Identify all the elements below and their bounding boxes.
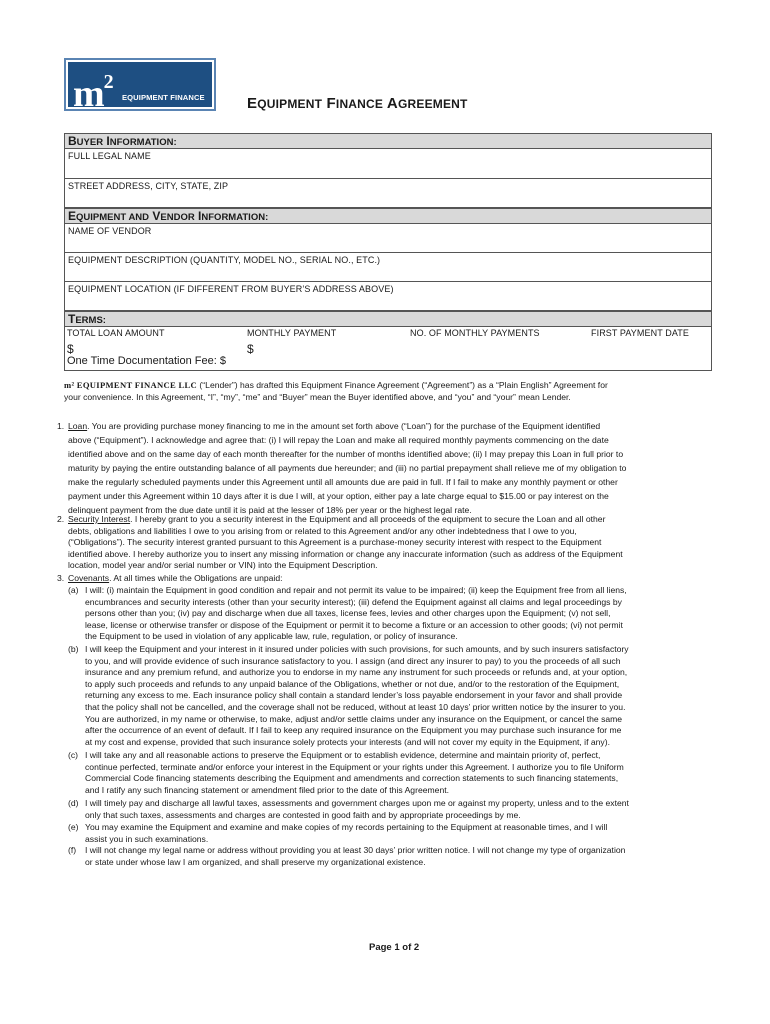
- section-2-security-interest: Security Interest. I hereby grant to you a security interest in the Equipment and all proceeds of the equipment to secure the Loan and all other debts, obligations and liabilities I owe to you arising from or related to this Agreement and/or any other indebtedness that I owe to you, (“Obligations”). The security interest granted pursuant to this Agreement is a purchase-money security interest with respect to the Equipment identified above. I hereby authorize you to insert any missing information or change any inaccurate information (such as address of the Equipment location, model year and/or serial number or VIN) into the Equipment Description.: [68, 514, 623, 571]
- monthly-payment-label: MONTHLY PAYMENT: [247, 328, 337, 338]
- logo-text: EQUIPMENT FINANCE: [122, 93, 205, 102]
- equipment-description-label: EQUIPMENT DESCRIPTION (QUANTITY, MODEL NO., SERIAL NO., ETC.): [68, 255, 381, 265]
- equipment-description-field[interactable]: [64, 253, 712, 282]
- vendor-name-field[interactable]: [64, 224, 712, 253]
- full-legal-name-field[interactable]: [64, 149, 712, 179]
- covenant-c: I will take any and all reasonable actions to preserve the Equipment or to establish evidence, determine and maintain priority of, perfect, continue perfected, terminate and/or enforce your interest in the Equipment or your rights under this Agreement. I authorize you to file Uniform Commercial Code financing statements describing the Equipment and amendments and correction statements to such financing statements, and I ratify any such financing statement or amendment filed prior to the date of this Agreement.: [85, 750, 624, 795]
- covenant-a: I will: (i) maintain the Equipment in good condition and repair and not permit its value to be impaired; (ii) keep the Equipment free from all liens, encumbrances and security interests (other than your security interest); (iii) defend the Equipment against all claims and legal proceedings by persons other than you; (iv) pay and discharge when due all taxes, license fees, levies and other charges upon the Equipment; (v) not sell, lease, license or otherwise transfer or dispose of the Equipment or permit it to become a fixture or an accession to other goods; (vi) not permit the Equipment to be used in violation of any applicable law, rule, regulation, or policy of insurance.: [85, 585, 627, 642]
- document-title: EQUIPMENT FINANCE AGREEMENT: [247, 95, 468, 112]
- covenant-a-label: (a): [68, 585, 79, 595]
- full-legal-name-label: FULL LEGAL NAME: [68, 151, 151, 161]
- section-3-covenants: Covenants. At all times while the Obligations are unpaid:: [68, 573, 283, 583]
- section-3-number: 3.: [57, 573, 65, 583]
- intro-paragraph: m² EQUIPMENT FINANCE LLC (“Lender”) has drafted this Equipment Finance Agreement (“Agreement”) as a “Plain English” Agreement for your convenience. In this Agreement, “I”, “my”, “me” and “Buyer” mean the Buyer identified above, and “you” and “your” mean Lender.: [64, 380, 608, 402]
- covenant-c-label: (c): [68, 750, 79, 760]
- equipment-location-label: EQUIPMENT LOCATION (IF DIFFERENT FROM BUYER’S ADDRESS ABOVE): [68, 284, 394, 294]
- street-address-label: STREET ADDRESS, CITY, STATE, ZIP: [68, 181, 229, 191]
- equipment-location-field[interactable]: [64, 282, 712, 311]
- section-2-number: 2.: [57, 514, 65, 524]
- buyer-information-heading: BUYER INFORMATION:: [64, 133, 712, 149]
- section-1-loan: Loan. You are providing purchase money financing to me in the amount set forth above (“Loan”) for the purchase of the Equipment identified above (“Equipment”). I acknowledge and agree that: (i) I will repay the Loan and make all required monthly payments commencing on the date identified above and on the same day of each month thereafter for the number of months identified above; (ii) I may prepay this Loan in full prior to maturity by paying the entire outstanding balance of all payments due hereunder; and (iii) no partial prepayment shall relieve me of my obligation to make the regularly scheduled payments under this Agreement until all amounts due are paid in full. If I fail to make any monthly payment or other payment under this Agreement within 10 days after it is due I will, at your option, either pay a late charge equal to $15.00 or pay interest on the delinquent payment from the due date until it is paid at the lesser of 18% per year or the highest legal rate.: [68, 421, 627, 515]
- monthly-payment-input[interactable]: $: [247, 342, 254, 356]
- vendor-name-label: NAME OF VENDOR: [68, 226, 152, 236]
- page-number: Page 1 of 2: [369, 942, 420, 953]
- terms-box: [64, 326, 712, 371]
- logo-mark: $m^2$: [73, 71, 112, 115]
- covenant-f: I will not change my legal name or address without providing you at least 30 days’ prior written notice. I will not change my type of organization or state under whose law I am organized, and shall preserve my organizational existence.: [85, 845, 626, 867]
- covenant-b: I will keep the Equipment and your interest in it insured under policies with such provisions, for such amounts, and by such insurers satisfactory to you, and will provide evidence of such insurance satisfactory to you. I assign (and direct any insurer to pay) to you the proceeds of all such insurance and any premium refund, and authorize you to endorse in my name any instrument for such proceeds or refunds and, at your option, to apply such proceeds and refunds to any unpaid balance of the Obligations, whether or not due, and/or to the restoration of the Equipment, returning any excess to me. Each insurance policy shall contain a standard lender’s loss payable endorsement in your favor and shall provide that the policy shall not be cancelled, and the coverage shall not be reduced, without at least 10 days’ prior written notice by the insurer to you. You are authorized, in my name or otherwise, to make, adjust and/or settle claims under any insurance on the Equipment, or cancel the same after the occurrence of an event of default. If I fail to keep any required insurance on the Equipment you may purchase such insurance for me at my cost and expense, provided that such insurance solely protects your interests (and will not cover my equity in the Equipment, if any).: [85, 644, 629, 747]
- loan-amount-input[interactable]: $: [67, 342, 74, 356]
- lender-name: m² EQUIPMENT FINANCE LLC: [64, 380, 198, 390]
- covenant-e: You may examine the Equipment and examine and make copies of my records pertaining to the Equipment at reasonable times, and I will assist you in such examinations.: [85, 822, 608, 844]
- equipment-vendor-heading: EQUIPMENT AND VENDOR INFORMATION:: [64, 208, 712, 224]
- total-loan-amount-label: TOTAL LOAN AMOUNT: [67, 328, 165, 338]
- covenant-e-label: (e): [68, 822, 79, 832]
- covenant-f-label: (f): [68, 845, 77, 855]
- street-address-field[interactable]: [64, 179, 712, 208]
- covenant-b-label: (b): [68, 644, 79, 654]
- covenant-d: I will timely pay and discharge all lawful taxes, assessments and government charges upon me or against my property, unless and to the extent only that such taxes, assessments and charges are contested in good faith and by appropriate proceedings by me.: [85, 798, 629, 820]
- company-logo: [64, 58, 216, 115]
- section-1-number: 1.: [57, 421, 65, 431]
- documentation-fee-input[interactable]: One Time Documentation Fee: $: [67, 355, 226, 367]
- number-of-payments-label: NO. OF MONTHLY PAYMENTS: [410, 328, 540, 338]
- terms-heading: TERMS:: [64, 311, 712, 327]
- covenant-d-label: (d): [68, 798, 79, 808]
- first-payment-date-label: FIRST PAYMENT DATE: [591, 328, 689, 338]
